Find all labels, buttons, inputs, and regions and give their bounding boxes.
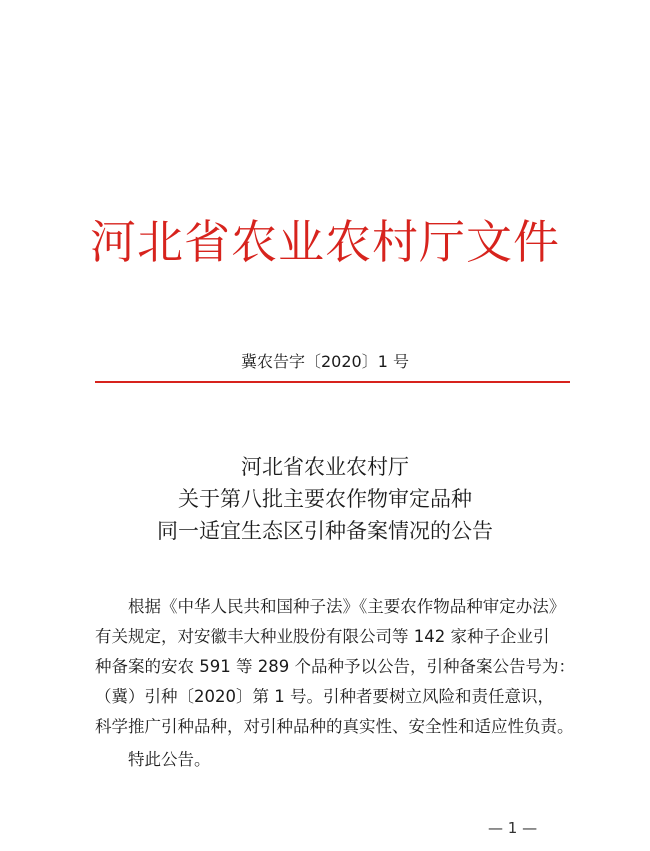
document-number: 冀农告字〔2020〕1 号 — [241, 352, 409, 371]
title-line-2: 关于第八批主要农作物审定品种 — [178, 487, 472, 511]
page-number: — 1 — — [488, 819, 538, 837]
body-line-5: 科学推广引种品种，对引种品种的真实性、安全性和适应性负责。 — [95, 717, 574, 736]
body-line-4: （冀）引种〔2020〕第 1 号。引种者要树立风险和责任意识， — [95, 687, 554, 706]
body-line-1: 根据《中华人民共和国种子法》《主要农作物品种审定办法》 — [128, 597, 566, 616]
title-line-1: 河北省农业农村厅 — [241, 455, 409, 479]
document-header: 河北省农业农村厅文件 — [90, 215, 560, 269]
body-line-3: 种备案的安农 591 等 289 个品种予以公告，引种备案公告号为： — [95, 657, 575, 676]
red-divider-line — [95, 381, 570, 383]
body-line-2: 有关规定，对安徽丰大种业股份有限公司等 142 家种子企业引 — [95, 627, 550, 646]
closing-line: 特此公告。 — [128, 750, 211, 769]
title-line-3: 同一适宜生态区引种备案情况的公告 — [157, 519, 493, 543]
